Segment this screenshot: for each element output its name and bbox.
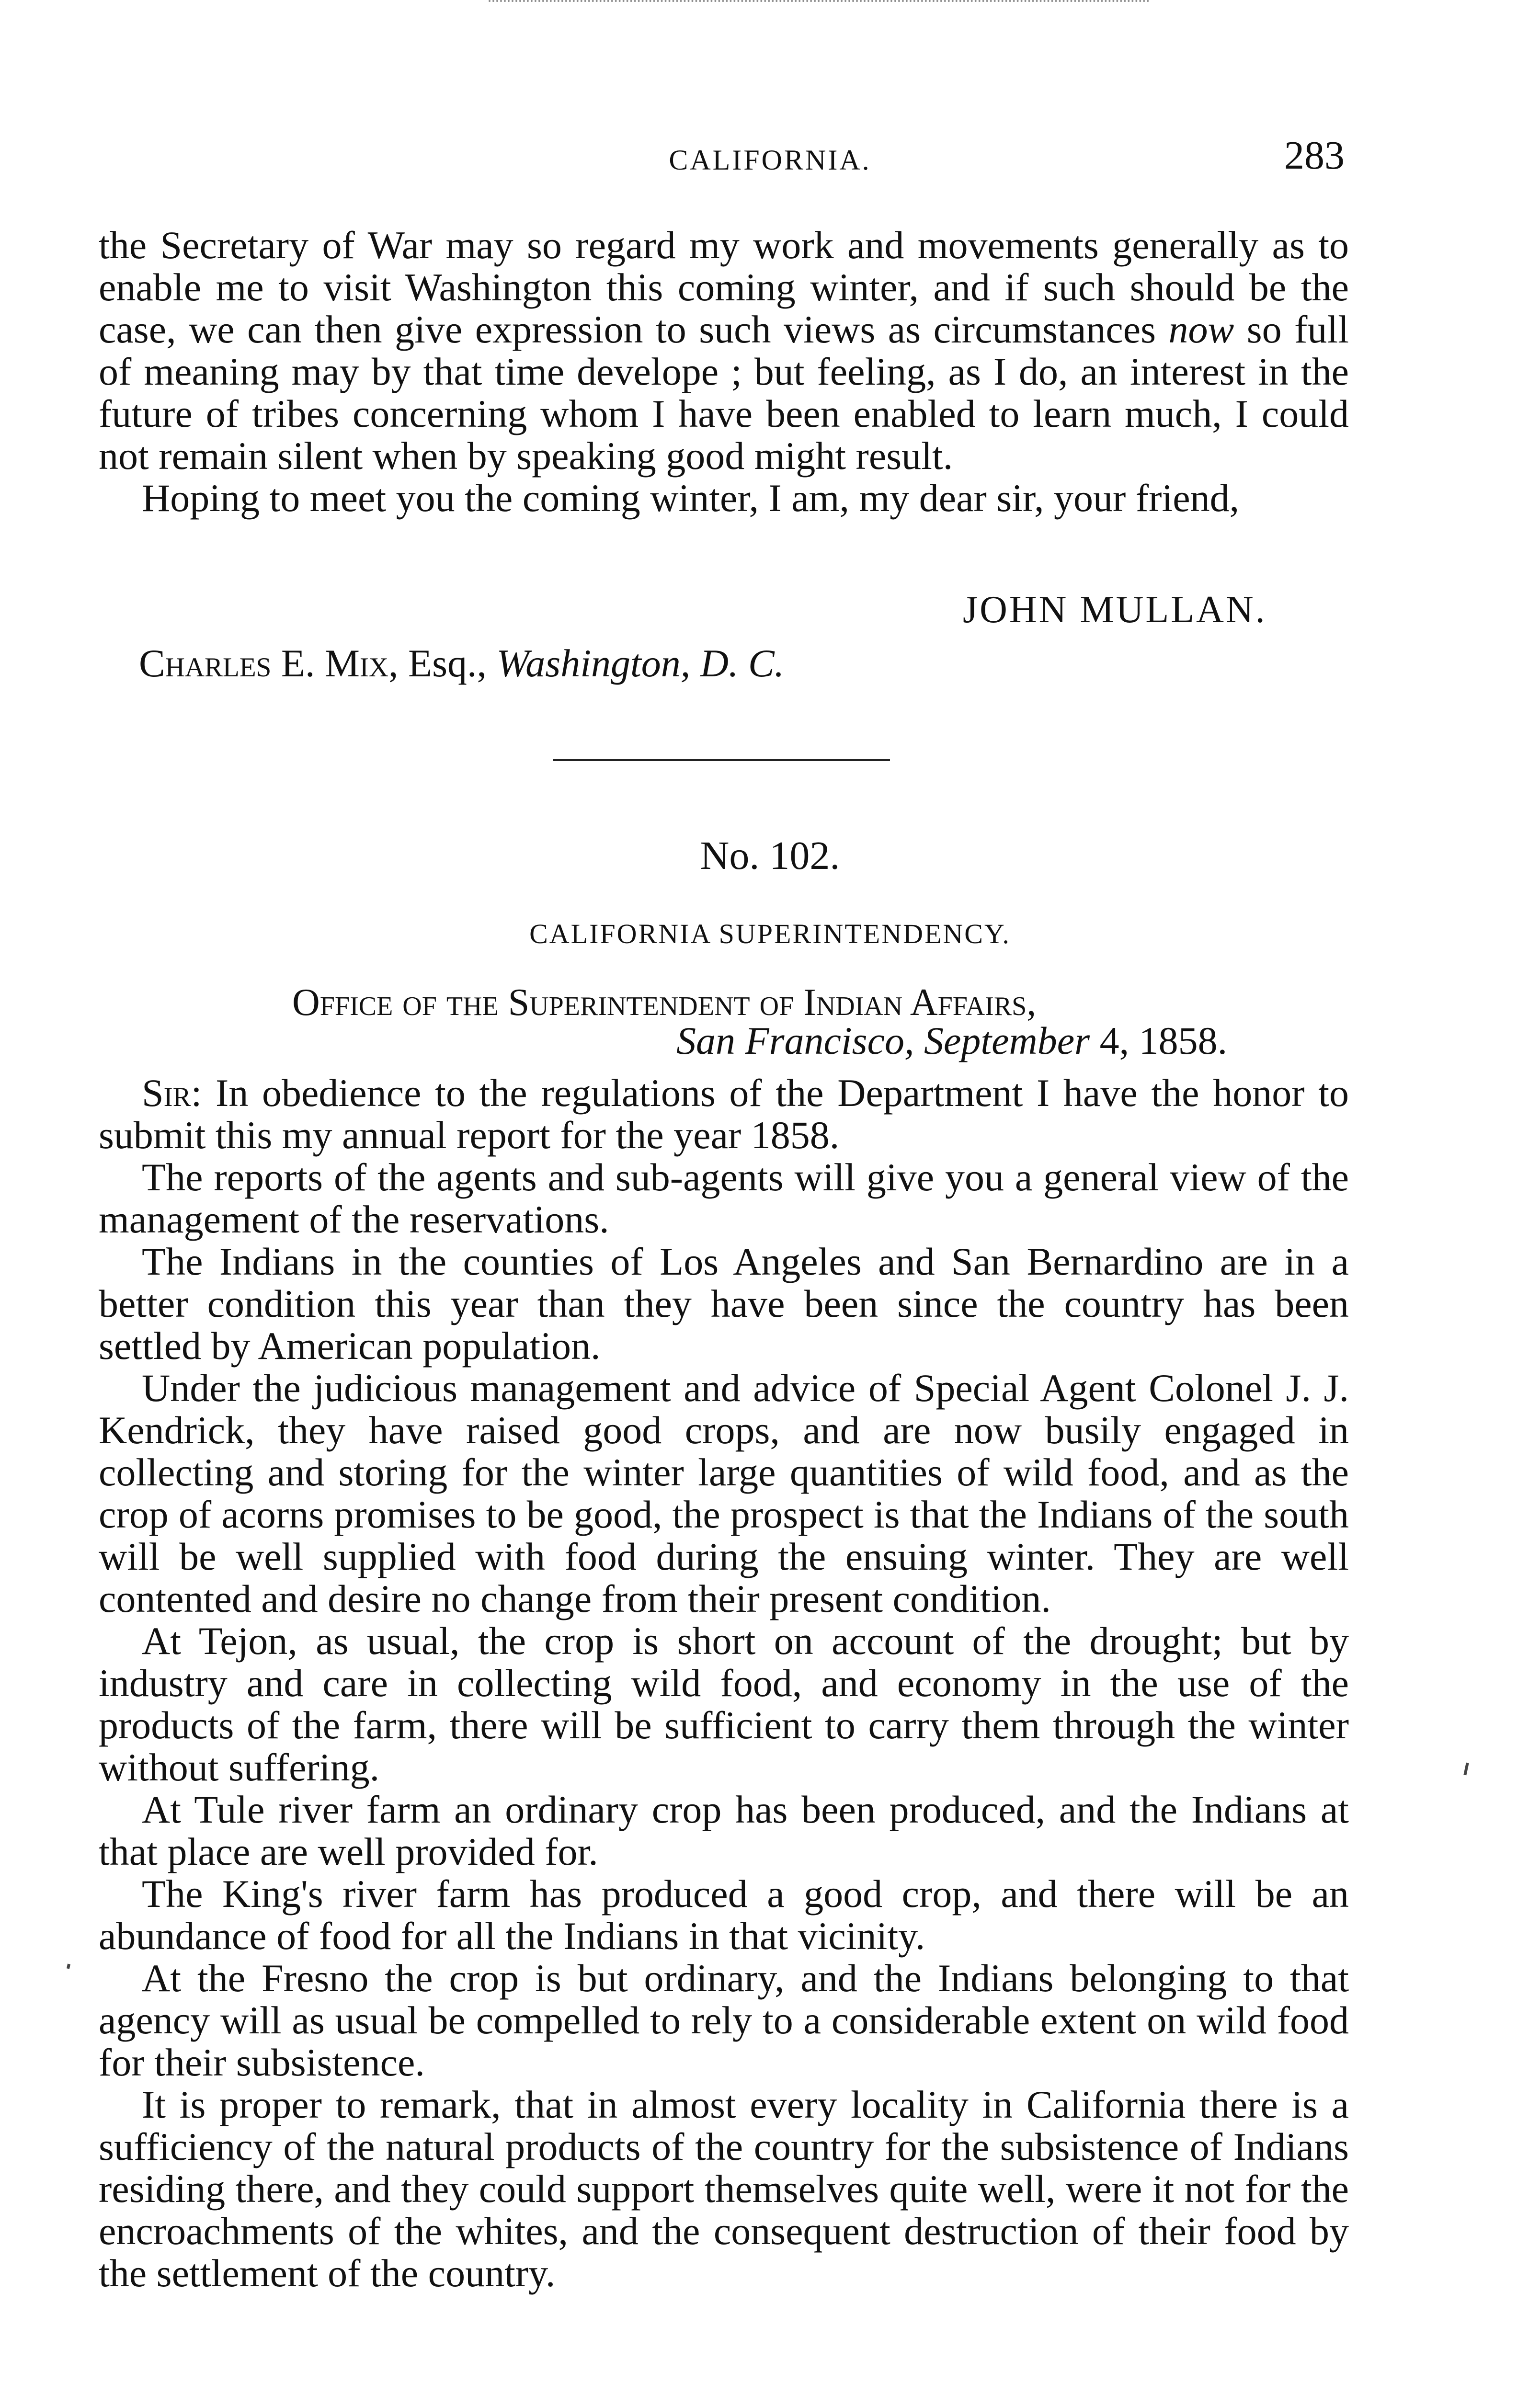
report-paragraph: It is proper to remark, that in almost every locality in California there is a sufficiency of the natural products of the country for the subsistence of Indians residing there, and they could support themselves quite well, were it not for the encroachments of the whites, and the consequent destruction of their food by the settlement of the country. (99, 2083, 1349, 2295)
addressee-name: Charles E. Mix (139, 641, 389, 685)
document-number: No. 102. (700, 833, 840, 878)
section-divider (553, 759, 890, 761)
letter-closing-paragraph: Hoping to meet you the coming winter, I am, my dear sir, your friend, (142, 476, 1240, 520)
page-top-edge-marks (489, 0, 1150, 5)
dateline (676, 1018, 1227, 1063)
report-paragraph: Under the judicious management and advice of Special Agent Colonel J. J. Kendrick, they have raised good crops, and are now busily engaged in collecting and storing for the winter large quantities of wild food, and as the crop of acorns promises to be good, the prospect is that the Indians of the south will be well supplied with food during the ensuing winter. They are well contented and desire no change from their present condition. (99, 1366, 1349, 1620)
annual-report-body (99, 1072, 1349, 2294)
salutation: Sir (142, 1071, 191, 1115)
report-paragraph: The reports of the agents and sub-agents will give you a general view of the management of the reservations. (99, 1155, 1349, 1241)
addressee-title: , Esq., (388, 641, 497, 685)
report-paragraph: Sir: In obedience to the regulations of the Department I have the honor to submit this my annual report for the year 1858. (99, 1071, 1349, 1157)
report-paragraph: The Indians in the counties of Los Angeles and San Bernardino are in a better condition this year than they have been since the country has been settled by American population. (99, 1240, 1349, 1368)
scan-speck (67, 1963, 70, 1969)
dateline-place: San Francisco, September (676, 1019, 1090, 1062)
letter-paragraph: the Secretary of War may so regard my work and movements generally as to enable me to visit Washington this coming winter, and if such should be the case, we can then give expression to such views as circumstances now so full of meaning may by that time develope ; but feeling, as I do, an interest in the future of tribes concerning whom I have been enabled to learn much, I could not remain silent when by speaking good might result. (99, 223, 1349, 478)
dateline-day: 4, 1858. (1090, 1019, 1228, 1062)
scan-speck (1463, 1763, 1469, 1776)
letter-continuation (99, 224, 1349, 519)
page-number: 283 (1284, 133, 1345, 178)
report-paragraph: The King's river farm has produced a good crop, and there will be an abundance of food for all the Indians in that vicinity. (99, 1872, 1349, 1958)
report-paragraph: At Tejon, as usual, the crop is short on account of the drought; but by industry and care in collecting wild food, and economy in the use of the products of the farm, there will be sufficient to carry them through the winter without suffering. (99, 1619, 1349, 1789)
running-head: CALIFORNIA. (669, 144, 871, 176)
office-name: Office of the Superintendent of Indian Affairs, (292, 981, 1037, 1024)
addressee-place: Washington, D. C. (496, 641, 785, 685)
report-paragraph: At Tule river farm an ordinary crop has been produced, and the Indians at that place are well provided for. (99, 1788, 1349, 1873)
addressee-line (139, 641, 784, 686)
signature: JOHN MULLAN. (963, 589, 1267, 631)
report-paragraph: At the Fresno the crop is but ordinary, and the Indians belonging to that agency will as usual be compelled to rely to a considerable extent on wild food for their subsistence. (99, 1956, 1349, 2084)
emphasis-word: now (1168, 308, 1234, 351)
section-heading: CALIFORNIA SUPERINTENDENCY. (529, 918, 1011, 949)
